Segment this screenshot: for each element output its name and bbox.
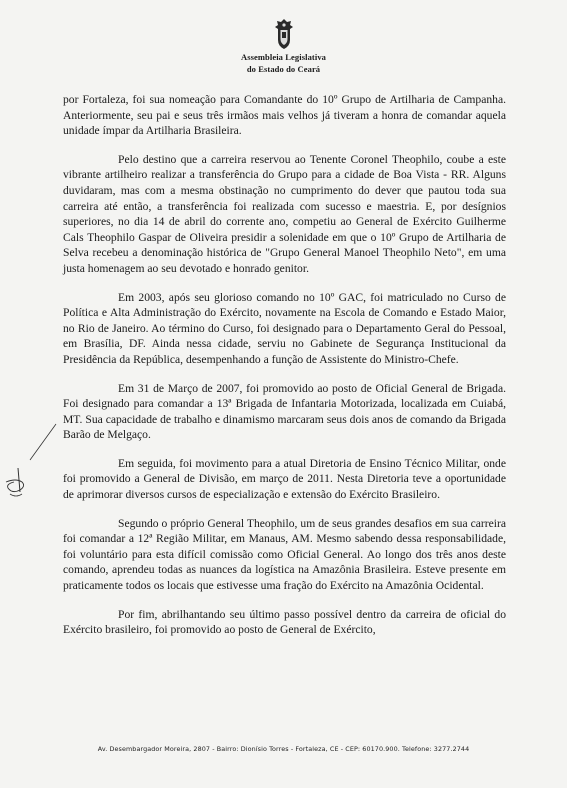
institution-state: do Estado do Ceará [246,64,321,74]
letterhead [0,18,567,74]
paragraph: Em 31 de Março de 2007, foi promovido ao posto de Oficial General de Brigada. Foi designado para comandar a 13ª Brigada de Infantaria Motorizada, localizada em Cuiabá, MT. Sua capacidade de trabalho e dinamismo marcaram seus dois anos de comando da Brigada Barão de Melgaço. [63,381,506,442]
paragraph: Em seguida, foi movimento para a atual Diretoria de Ensino Técnico Militar, onde foi promovido a General de Divisão, em março de 2011. Nesta Diretoria teve a oportunidade de aprimorar diversos cursos de especialização e extensão do Exército Brasileiro. [63,456,506,502]
paragraph: Pelo destino que a carreira reservou ao Tenente Coronel Theophilo, coube a este vibrante artilheiro realizar a transferência do Grupo para a cidade de Boa Vista - RR. Alguns duvidaram, mas com a mesma obstinação no cumprimento do dever que pautou toda sua carreira até então, a transferência foi realizada com sucesso e maestria. E, por desígnios superiores, no dia 14 de abril do corrente ano, competiu ao General de Exército Guilherme Cals Theophilo Gaspar de Oliveira presidir a solenidade em que o 10º Grupo de Artilharia de Selva recebeu a denominação histórica de "Grupo General Manoel Theophilo Neto", em uma justa homenagem ao seu devotado e honrado genitor. [63,152,506,275]
paragraph: por Fortaleza, foi sua nomeação para Comandante do 10º Grupo de Artilharia de Campanha. Anteriormente, seu pai e seus três irmãos mais velhos já tiveram a honra de comandar aquela unidade ímpar da Artilharia Brasileira. [63,93,506,138]
paragraph: Segundo o próprio General Theophilo, um de seus grandes desafios em sua carreira foi comandar a 12ª Região Militar, em Manaus, AM. Mesmo sabendo dessa responsabilidade, foi voluntário para esta difícil comissão como Oficial General. Ao longo dos três anos deste comando, aprendeu todas as nuances da logística na Amazônia Brasileira. Esteve presente em praticamente todos os locais que estivesse uma fração do Exército na Amazônia Ocidental. [63,516,506,593]
paragraph: Em 2003, após seu glorioso comando no 10º GAC, foi matriculado no Curso de Política e Alta Administração do Exército, novamente na Escola de Comando e Estado Maior, no Rio de Janeiro. Ao término do Curso, foi designado para o Departamento Geral do Pessoal, em Brasília, DF. Ainda nessa cidade, serviu no Gabinete de Segurança Institucional da Presidência da República, desempenhando a função de Assistente do Ministro-Chefe. [63,290,506,366]
coat-of-arms-icon [271,18,297,50]
paragraph: Por fim, abrilhantando seu último passo possível dentro da carreira de oficial do Exército brasileiro, foi promovido ao posto de General de Exército, [63,607,506,637]
document-body [63,92,506,651]
institution-name: Assembleia Legislativa [240,52,327,62]
handwritten-signature-icon [0,420,58,510]
footer-address: Av. Desembargador Moreira, 2807 - Bairro: Dionísio Torres - Fortaleza, CE - CEP: 60170.900. Telefone: 3277.2744 [97,745,470,753]
